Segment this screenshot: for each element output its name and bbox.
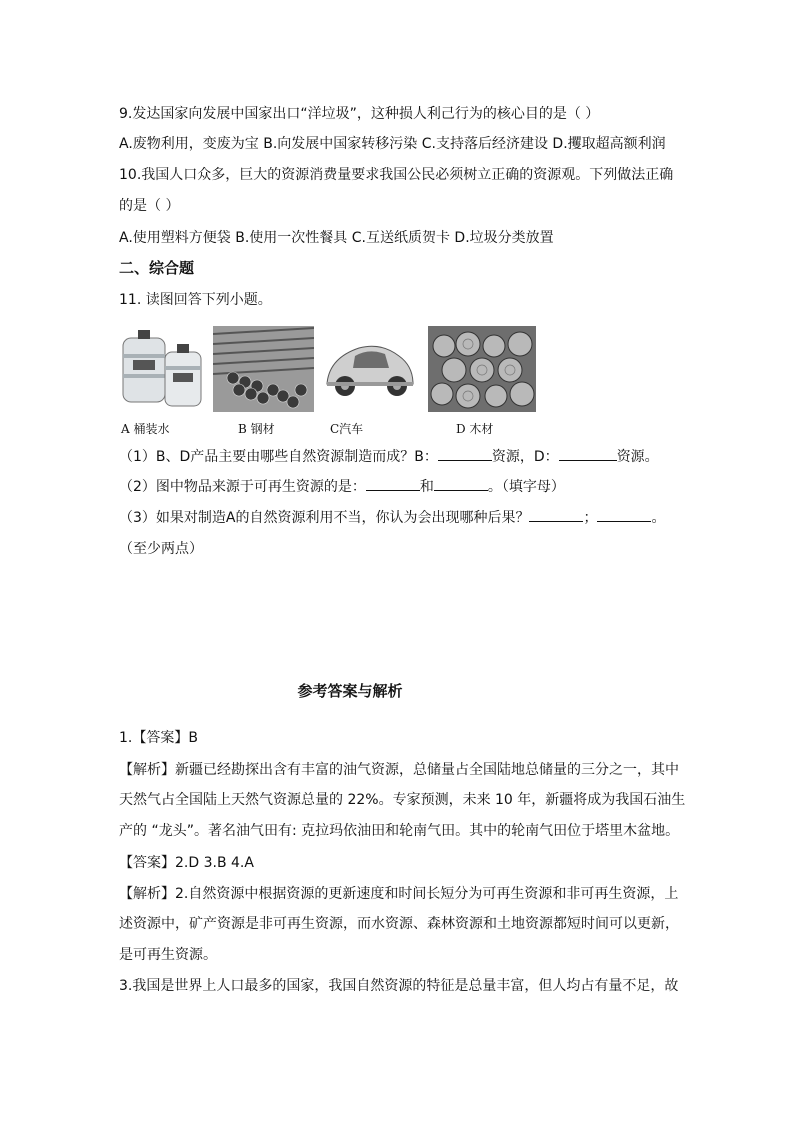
sub3-text-c: 。 [651,510,666,526]
answer-blank-consequence-1[interactable] [529,507,583,522]
timber-logs-image [428,326,536,412]
answer-1-explanation-line2: 天然气占全国陆上天然气资源总量的 22%。专家预测，未来 10 年，新疆将成为我国石油生 [119,792,686,808]
answer-blank-consequence-2[interactable] [597,507,651,522]
answer-2-explanation-line3: 是可再生资源。 [119,947,217,963]
sub2-text-b: 和 [419,479,434,495]
answer-blank-renewable-2[interactable] [434,476,488,491]
question-11-intro: 11. 读图回答下列小题。 [119,292,272,308]
answer-1-explanation-line1: 【解析】新疆已经勘探出含有丰富的油气资源，总储量占全国陆地总储量的三分之一，其中 [119,762,679,778]
sub2-text-a: （2）图中物品来源于可再生资源的是： [119,479,366,495]
answer-blank-b[interactable] [438,446,492,461]
sub1-text-a: （1）B、D产品主要由哪些自然资源制造而成？B： [119,449,438,465]
sub1-text-c: 资源。 [616,449,659,465]
answer-2-explanation-line1: 【解析】2.自然资源中根据资源的更新速度和时间长短分为可再生资源和非可再生资源，上 [119,886,679,902]
car-image [319,326,420,412]
water-bottles-image [119,326,205,412]
answer-2-4: 【答案】2.D 3.B 4.A [119,855,254,871]
image-caption-a: A 桶装水 [121,422,170,436]
answer-blank-renewable-1[interactable] [366,476,420,491]
question-11-sub-3-note: （至少两点） [119,541,203,557]
sub2-text-c: 。（填字母） [487,479,565,495]
question-11-sub-2 [119,476,565,497]
section-2-title: 二、综合题 [119,259,195,277]
image-caption-b: B 钢材 [238,422,275,436]
answer-1: 1.【答案】B [119,730,198,746]
question-9-options: A.废物利用，变废为宝 B.向发展中国家转移污染 C.支持落后经济建设 D.攫取超高额利润 [119,136,666,152]
answer-blank-d[interactable] [559,446,617,461]
answer-2-explanation-line2: 述资源中，矿产资源是非可再生资源，而水资源、森林资源和土地资源都短时间可以更新， [119,916,679,932]
question-10-options: A.使用塑料方便袋 B.使用一次性餐具 C.互送纸质贺卡 D.垃圾分类放置 [119,230,554,246]
image-caption-d: D 木材 [456,422,494,436]
image-caption-c: C汽车 [330,422,364,436]
steel-bars-image [213,326,314,412]
question-9-stem: 9.发达国家向发展中国家出口“洋垃圾”，这种损人利己行为的核心目的是（ ） [119,106,600,122]
sub3-text-a: （3）如果对制造A的自然资源利用不当，你认为会出现哪种后果？ [119,510,530,526]
answers-title: 参考答案与解析 [297,682,403,700]
sub1-text-b: 资源，D： [491,449,559,465]
question-10-stem-line1: 10.我国人口众多，巨大的资源消费量要求我国公民必须树立正确的资源观。下列做法正确 [119,167,674,183]
answer-1-explanation-line3: 产的 “龙头”。著名油气田有: 克拉玛依油田和轮南气田。其中的轮南气田位于塔里木盆地。 [119,823,680,839]
question-11-sub-3 [119,507,665,528]
question-11-sub-1 [119,446,659,467]
answer-3-explanation-line1: 3.我国是世界上人口最多的国家，我国自然资源的特征是总量丰富，但人均占有量不足，故 [119,978,679,994]
sub3-text-b: ； [583,510,598,526]
question-10-stem-line2: 的是（ ） [119,198,180,214]
